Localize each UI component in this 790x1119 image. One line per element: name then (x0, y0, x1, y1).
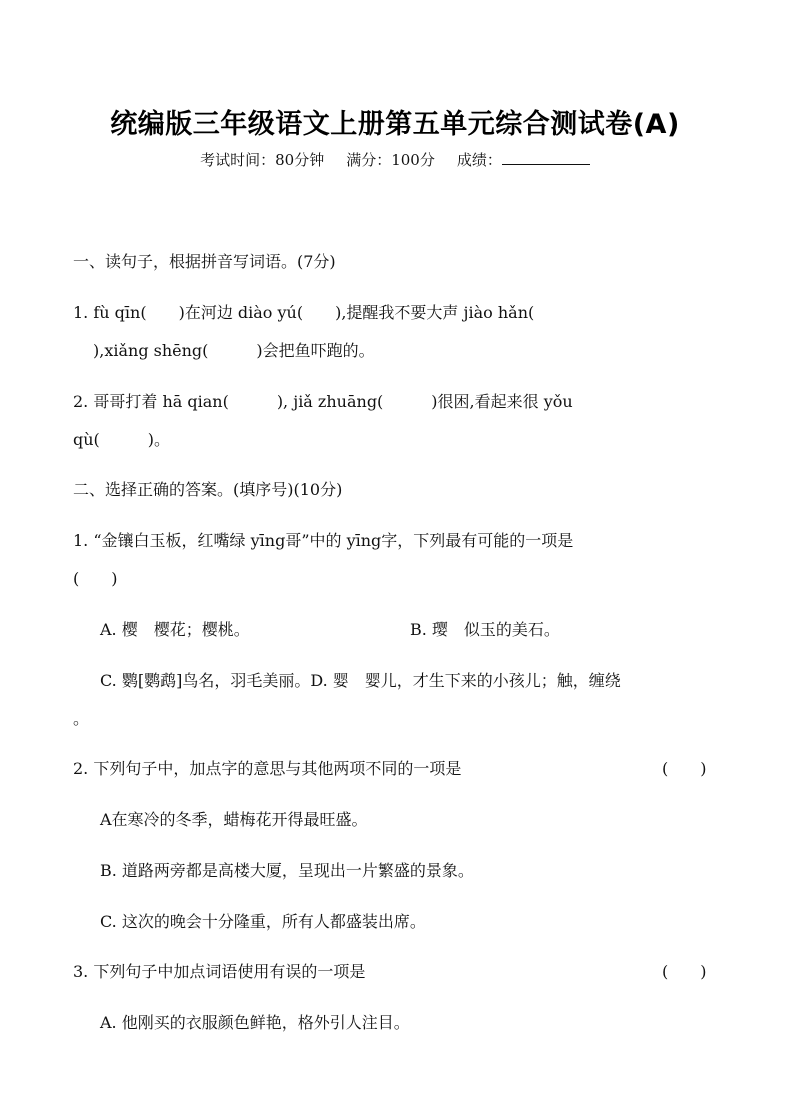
score-label: 成绩： (456, 151, 502, 169)
s2-q2-option-a: A在寒冷的冬季，蜡梅花开得最旺盛。 (100, 810, 368, 829)
exam-time: 考试时间：80分钟 (200, 151, 325, 169)
s1-q2-line1: 2. 哥哥打着 hā qian( ), jiǎ zhuāng( )很困,看起来很 yǒu (73, 392, 573, 411)
section1-heading: 一、读句子，根据拼音写词语。(7分) (73, 252, 336, 271)
s2-q3-option-a: A. 他刚买的衣服颜色鲜艳，格外引人注目。 (100, 1013, 410, 1032)
s2-q2-option-b: B. 道路两旁都是高楼大厦，呈现出一片繁盛的景象。 (100, 861, 474, 880)
s2-q1-option-cd: C. 鹦[鹦鹉]鸟名，羽毛美丽。D. 婴 婴儿，才生下来的小孩儿；触，缠绕 (100, 671, 621, 690)
page-title: 统编版三年级语文上册第五单元综合测试卷(A) (110, 109, 680, 140)
s2-q1-option-b: B. 璎 似玉的美石。 (410, 620, 560, 639)
full-score: 满分：100分 (346, 151, 435, 169)
s2-q3-stem: 3. 下列句子中加点词语使用有误的一项是 (73, 962, 366, 981)
score-blank[interactable] (502, 150, 590, 165)
s2-q1-option-a: A. 樱 樱花；樱桃。 (100, 620, 250, 639)
s2-q1-answer-paren: ( ) (73, 569, 118, 588)
s1-q1-line2: ),xiǎng shēng( )会把鱼吓跑的。 (93, 341, 375, 360)
s2-q2-option-c: C. 这次的晚会十分隆重，所有人都盛装出席。 (100, 912, 426, 931)
section2-heading: 二、选择正确的答案。(填序号)(10分) (73, 480, 343, 499)
s2-q1-option-cd-end: 。 (73, 709, 90, 728)
s1-q2-line2: qù( )。 (73, 430, 171, 449)
s2-q3-answer-paren: ( ) (662, 962, 707, 981)
s1-q1-line1: 1. fù qīn( )在河边 diào yú( ),提醒我不要大声 jiào hǎn( (73, 303, 535, 322)
s2-q1-line1: 1. “金镶白玉板，红嘴绿 yīng哥”中的 yīng字，下列最有可能的一项是 (73, 531, 574, 550)
s2-q2-answer-paren: ( ) (662, 759, 707, 778)
exam-info (0, 149, 790, 170)
s2-q2-stem: 2. 下列句子中，加点字的意思与其他两项不同的一项是 (73, 759, 462, 778)
